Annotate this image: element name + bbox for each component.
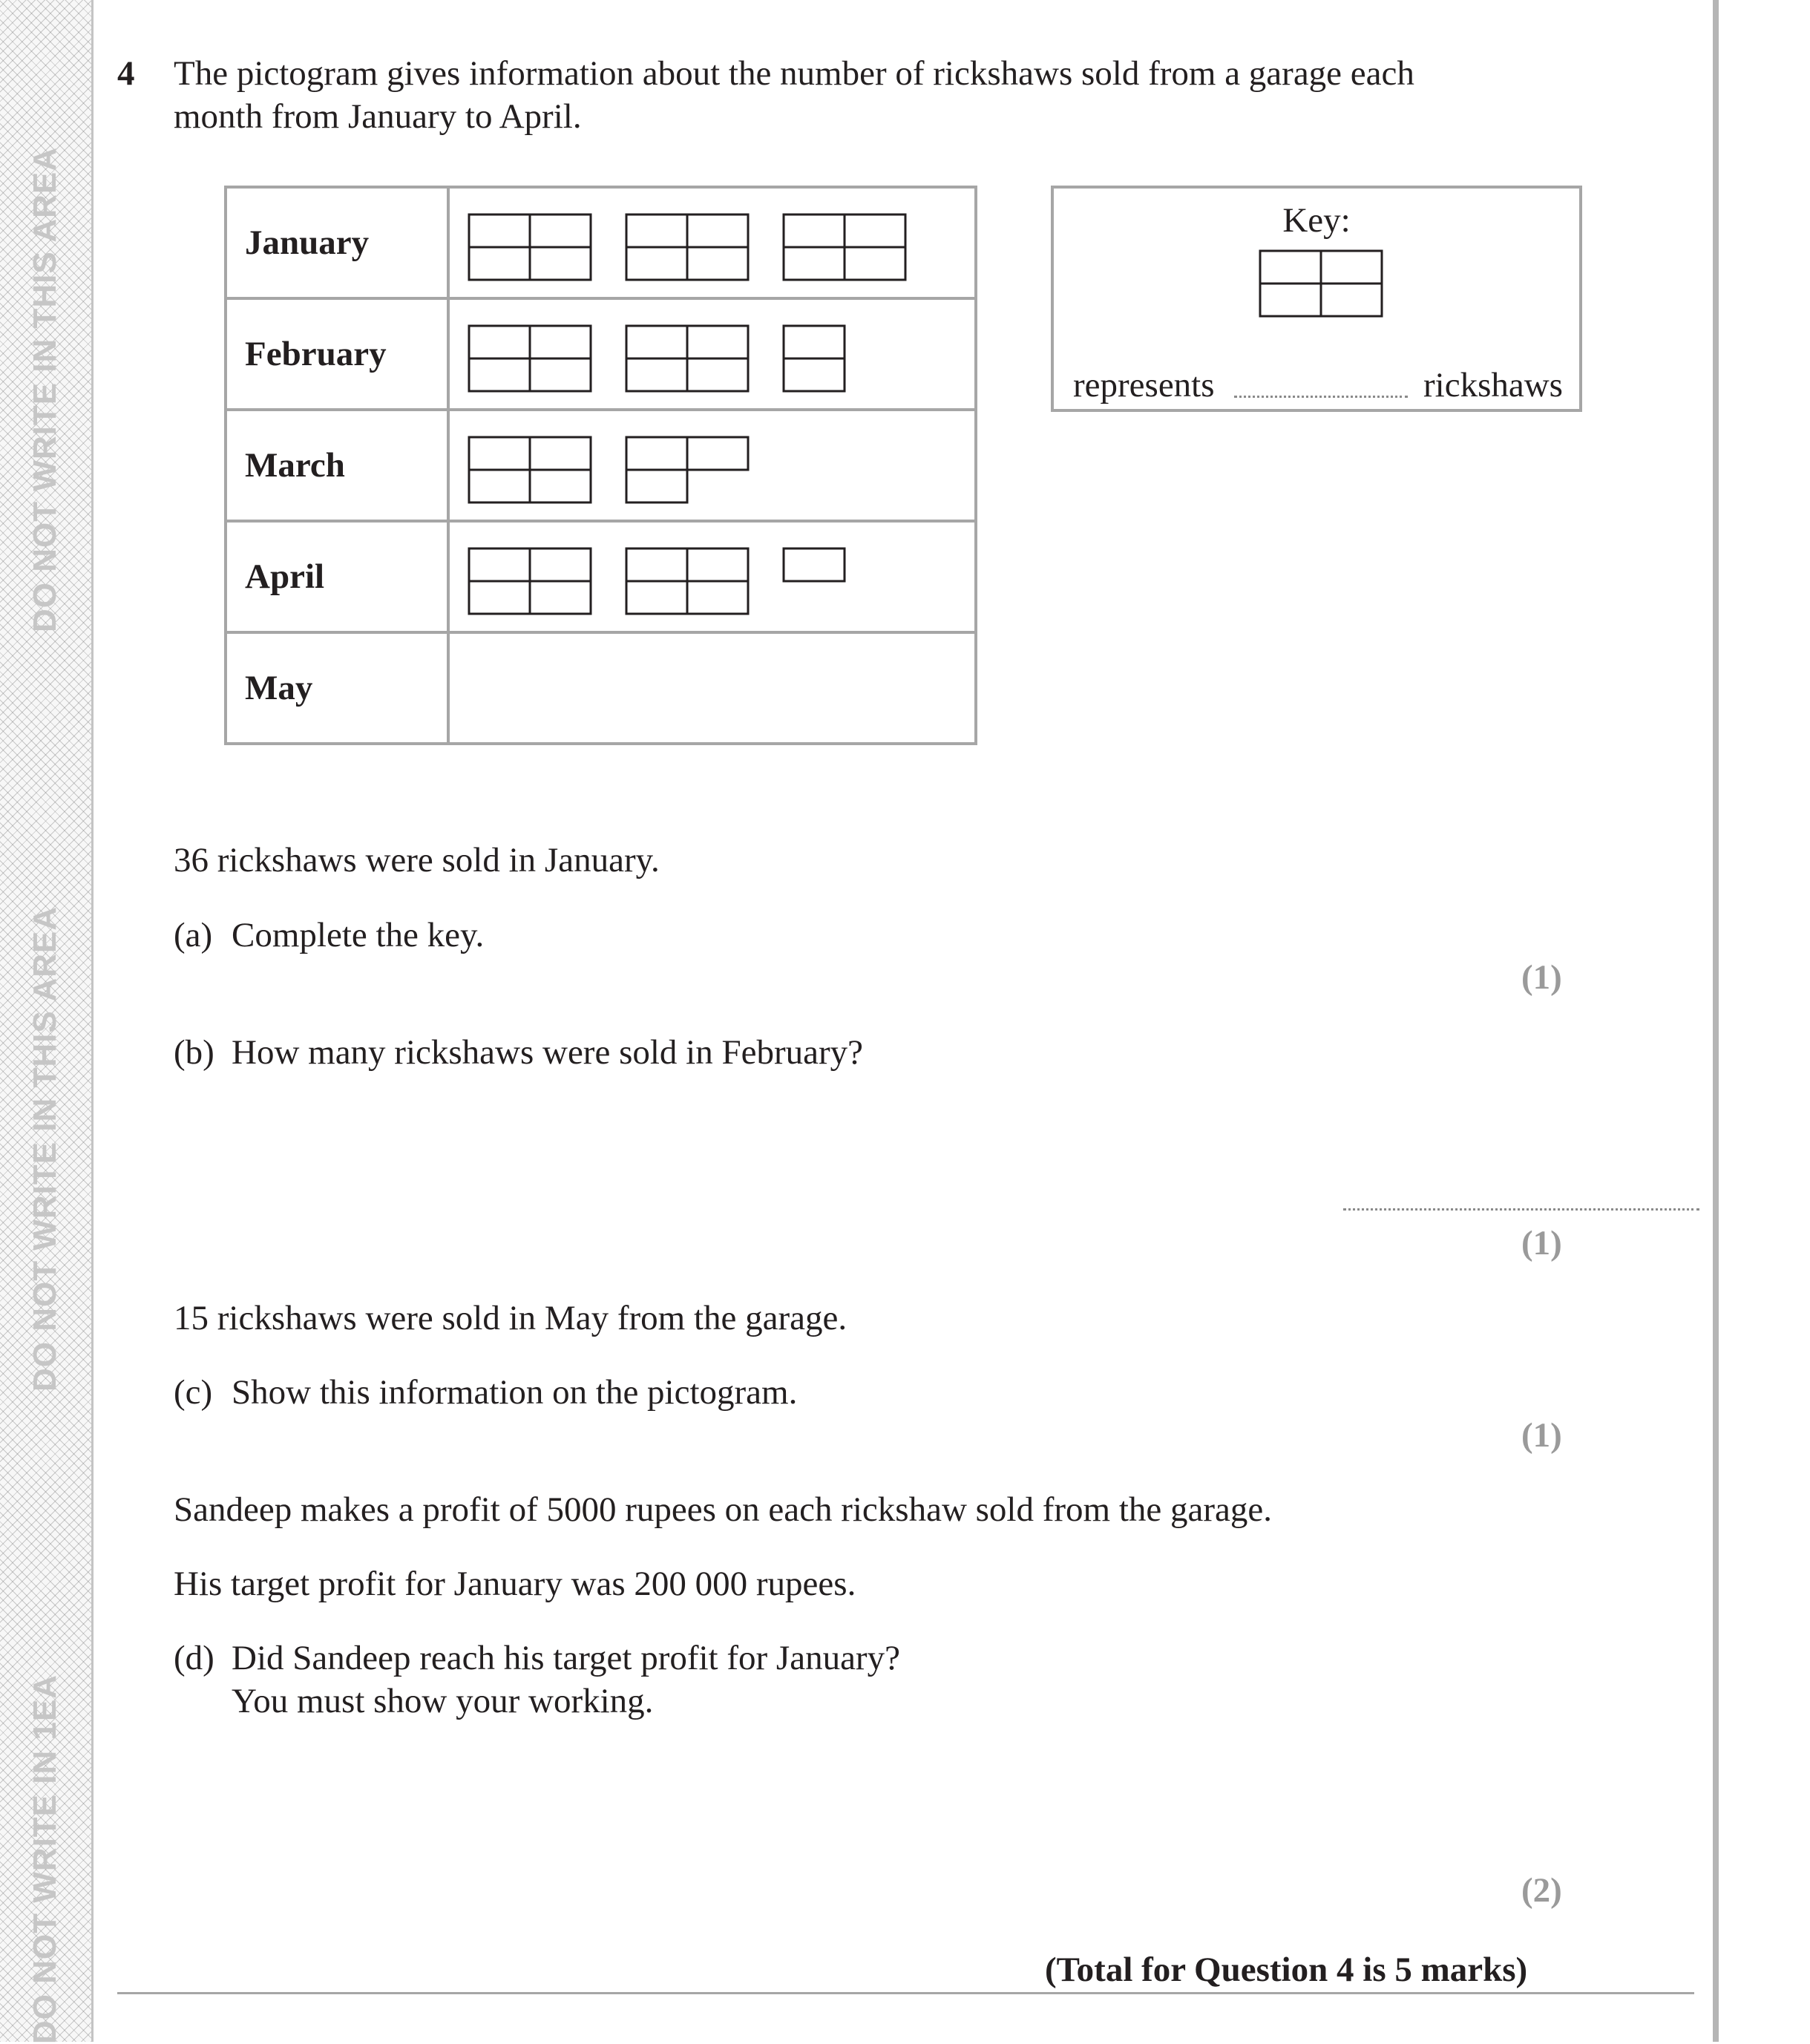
pictogram-symbol-cell (448, 410, 976, 521)
margin-warning-2: DO NOT WRITE IN THIS AREA (27, 905, 63, 1392)
part-d-text-line1: Did Sandeep reach his target profit for January? (232, 1639, 900, 1677)
part-a-label: (a) (174, 916, 213, 954)
rickshaw-symbol-icon (468, 213, 594, 283)
pictogram-row (226, 521, 976, 632)
part-d-label: (d) (174, 1639, 214, 1677)
question-intro-line2: month from January to April. (174, 97, 582, 136)
pictogram-symbol-cell (448, 521, 976, 632)
pictogram-row (226, 410, 976, 521)
key-box (1051, 186, 1582, 412)
rickshaw-symbol-icon (468, 547, 594, 617)
part-d-mark: (2) (1521, 1871, 1562, 1910)
pictogram-row (226, 187, 976, 298)
statement-january: 36 rickshaws were sold in January. (174, 841, 660, 879)
margin-strip (0, 0, 94, 2042)
part-b-answer-line[interactable] (1343, 1208, 1699, 1211)
pictogram-month-label: May (226, 632, 448, 744)
part-b-mark: (1) (1521, 1224, 1562, 1262)
statement-may: 15 rickshaws were sold in May from the garage. (174, 1299, 847, 1337)
question-intro-line1: The pictogram gives information about the number of rickshaws sold from a garage each (174, 54, 1414, 93)
part-c-mark: (1) (1521, 1416, 1562, 1455)
part-a-text: Complete the key. (232, 916, 485, 954)
rickshaw-symbol-icon (782, 324, 908, 394)
key-answer-line[interactable] (1234, 396, 1408, 398)
rickshaw-symbol-icon (625, 213, 751, 283)
pictogram-table (224, 186, 977, 745)
rickshaw-symbol-icon (625, 547, 751, 617)
rickshaw-symbol-icon (782, 547, 908, 617)
right-border (1713, 0, 1719, 2042)
rickshaw-symbol-icon (782, 213, 908, 283)
bottom-rule (117, 1992, 1694, 1994)
margin-warning-1: DO NOT WRITE IN THIS AREA (27, 146, 63, 633)
pictogram-row (226, 298, 976, 410)
key-symbol-icon (1259, 249, 1385, 321)
part-d-text-line2: You must show your working. (232, 1682, 654, 1720)
part-a-mark: (1) (1521, 958, 1562, 997)
pictogram-month-label: February (226, 298, 448, 410)
rickshaw-symbol-icon (625, 324, 751, 394)
question-total: (Total for Question 4 is 5 marks) (1045, 1950, 1528, 1989)
part-b-text: How many rickshaws were sold in February? (232, 1033, 864, 1072)
pictogram-symbol-cell[interactable] (448, 632, 976, 744)
key-represents-label: represents (1073, 366, 1215, 404)
rickshaw-symbol-icon (468, 436, 594, 505)
key-title: Key: (1282, 201, 1351, 240)
key-unit-label: rickshaws (1423, 366, 1563, 404)
margin-warning-3: DO NOT WRITE IN 1EA (27, 1674, 63, 2044)
pictogram-symbol-cell (448, 298, 976, 410)
pictogram-month-label: March (226, 410, 448, 521)
rickshaw-symbol-icon (468, 324, 594, 394)
pictogram-month-label: April (226, 521, 448, 632)
part-b-label: (b) (174, 1033, 214, 1072)
part-c-text: Show this information on the pictogram. (232, 1373, 798, 1412)
pictogram-symbol-cell (448, 187, 976, 298)
statement-profit: Sandeep makes a profit of 5000 rupees on each rickshaw sold from the garage. (174, 1490, 1272, 1529)
question-number: 4 (117, 54, 135, 93)
pictogram-month-label: January (226, 187, 448, 298)
statement-target: His target profit for January was 200 000 rupees. (174, 1565, 856, 1603)
part-c-label: (c) (174, 1373, 213, 1412)
rickshaw-symbol-icon (625, 436, 751, 505)
pictogram-row (226, 632, 976, 744)
